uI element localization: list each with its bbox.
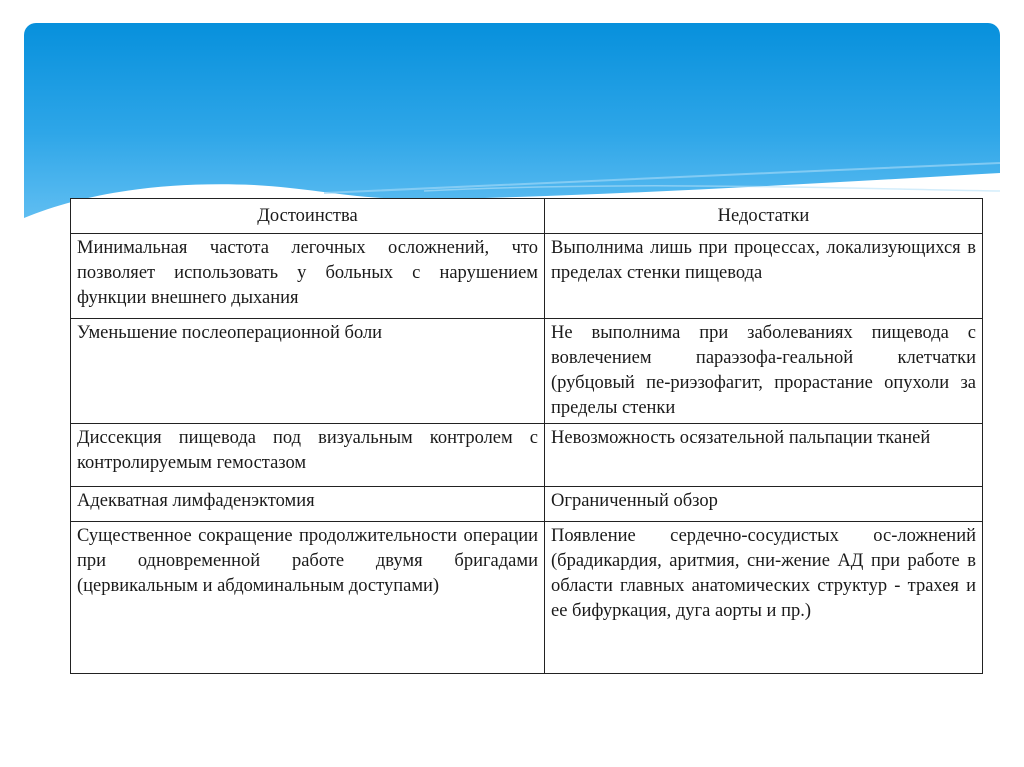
table-row: [71, 234, 983, 319]
wave-decoration: [24, 23, 1000, 223]
disadvantage-cell: Ограниченный обзор: [545, 487, 983, 522]
table-row: [71, 424, 983, 487]
table-row: [71, 522, 983, 674]
table-header-row: [71, 199, 983, 234]
disadvantage-cell: Не выполнима при заболеваниях пищевода с вовлечением параэзофа-геальной клетчатки (рубцовый пе-риэзофагит, прорастание опухоли за пределы стенки: [545, 319, 983, 424]
disadvantage-cell: Выполнима лишь при процессах, локализующихся в пределах стенки пищевода: [545, 234, 983, 319]
disadvantage-cell: Невозможность осязательной пальпации тканей: [545, 424, 983, 487]
disadvantage-cell: Появление сердечно-сосудистых ос-ложнений (брадикардия, аритмия, сни-жение АД при работе в области главных анатомических структур - трахея и ее бифуркация, дуга аорты и пр.): [545, 522, 983, 674]
table-row: [71, 319, 983, 424]
advantage-cell: Диссекция пищевода под визуальным контролем с контролируемым гемостазом: [71, 424, 545, 487]
header-disadvantages: Недостатки: [545, 199, 983, 234]
table-row: [71, 487, 983, 522]
header-advantages: Достоинства: [71, 199, 545, 234]
advantage-cell: Уменьшение послеоперационной боли: [71, 319, 545, 424]
comparison-table: [70, 198, 983, 674]
advantage-cell: Минимальная частота легочных осложнений, что позволяет использовать у больных с нарушением функции внешнего дыхания: [71, 234, 545, 319]
advantage-cell: Существенное сокращение продолжительности операции при одновременной работе двумя бригадами (цервикальным и абдоминальным доступами): [71, 522, 545, 674]
advantage-cell: Адекватная лимфаденэктомия: [71, 487, 545, 522]
title-banner: [24, 23, 1000, 223]
